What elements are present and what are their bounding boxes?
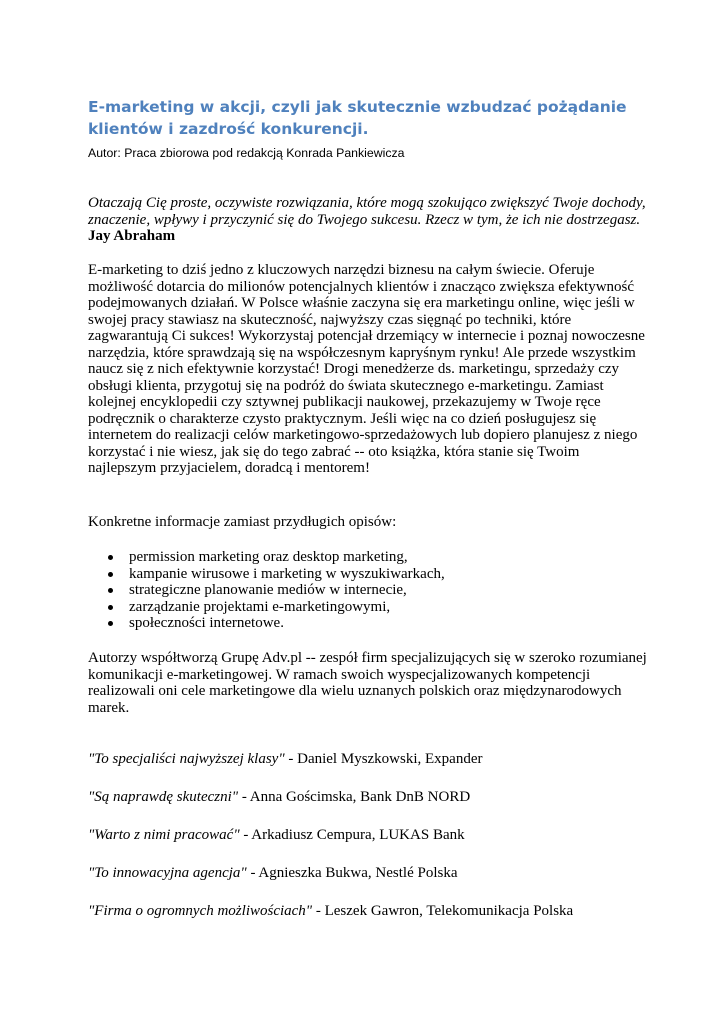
testimonial (88, 789, 573, 827)
testimonial (88, 827, 573, 865)
list-item-text: kampanie wirusowe i marketing w wyszukiwarkach, (129, 565, 445, 582)
testimonial-quote: "Firma o ogromnych możliwościach" (88, 903, 313, 919)
features-heading: Konkretne informacje zamiast przydługich opisów: (88, 514, 397, 530)
bullet-icon (108, 621, 113, 626)
testimonial-quote: "Warto z nimi pracować" (88, 827, 240, 843)
testimonial-source: - Daniel Myszkowski, Expander (284, 751, 483, 767)
page-title: E-marketing w akcji, czyli jak skutecznie wzbudzać pożądanie klientów i zazdrość konkurencji. (88, 98, 627, 138)
testimonial-quote: "To innowacyjna agencja" (88, 865, 247, 881)
quote-author: Jay Abraham (88, 228, 176, 244)
bullet-icon (108, 588, 113, 593)
testimonials-list (88, 751, 573, 941)
testimonial-source: - Leszek Gawron, Telekomunikacja Polska (312, 903, 574, 919)
list-item (88, 582, 445, 599)
list-item-text: zarządzanie projektami e-marketingowymi, (129, 598, 391, 615)
bullet-icon (108, 572, 113, 577)
list-item (88, 615, 445, 632)
intro-paragraph: E-marketing to dziś jedno z kluczowych narzędzi biznesu na całym świecie. Oferuje możliwość dotarcia do milionów potencjalnych klientów i znacząco zwiększa efektywność podejmowanych działań. W Polsce właśnie zaczyna się era marketingu online, więc jeśli w swojej pracy stawiasz na skuteczność, najwyższy czas sięgnąć po techniki, które zagwarantują Ci sukces! Wykorzystaj potencjał drzemiący w internecie i poznaj nowoczesne narzędzia, które sprawdzają się na współczesnym kapryśnym rynku! Ale przede wszystkim naucz się z nich efektywnie korzystać! Drogi menedżerze ds. marketingu, sprzedaży czy obsługi klienta, przygotuj się na podróż do świata skutecznego e-marketingu. Zamiast kolejnej encyklopedii czy sztywnej publikacji naukowej, przekazujemy w Twoje ręce podręcznik o charakterze czysto praktycznym. Jeśli więc na co dzień posługujesz się internetem do realizacji celów marketingowo-sprzedażowych lub dopiero planujesz z niego korzystać i nie wiesz, jak się do tego zabrać -- oto książka, która stanie się Twoim najlepszym przyjacielem, doradcą i mentorem! (88, 262, 645, 476)
testimonial (88, 903, 573, 941)
testimonial (88, 751, 573, 789)
author-line: Autor: Praca zbiorowa pod redakcją Konrada Pankiewicza (88, 146, 405, 160)
list-item (88, 599, 445, 616)
list-item (88, 549, 445, 566)
quote-text: Otaczają Cię proste, oczywiste rozwiązania, które mogą szokująco zwiększyć Twoje dochody, znaczenie, wpływy i przyczynić się do Twojego sukcesu. Rzecz w tym, że ich nie dostrzegasz. (88, 195, 646, 228)
testimonial-source: - Agnieszka Bukwa, Nestlé Polska (246, 865, 458, 881)
testimonial-quote: "To specjaliści najwyższej klasy" (88, 751, 285, 767)
features-list (88, 549, 445, 632)
testimonial-quote: "Są naprawdę skuteczni" (88, 789, 239, 805)
testimonial-source: - Arkadiusz Cempura, LUKAS Bank (239, 827, 465, 843)
testimonial (88, 865, 573, 903)
epigraph-quote (88, 195, 648, 245)
list-item (88, 566, 445, 583)
list-item-text: społeczności internetowe. (129, 615, 284, 631)
list-item-text: strategiczne planowanie mediów w internecie, (129, 582, 407, 598)
list-item-text: permission marketing oraz desktop marketing, (129, 549, 408, 565)
bullet-icon (108, 555, 113, 560)
bullet-icon (108, 605, 113, 610)
authors-paragraph: Autorzy współtworzą Grupę Adv.pl -- zespół firm specjalizujących się w szeroko rozumianej komunikacji e-marketingowej. W ramach swoich wyspecjalizowanych kompetencji realizowali oni cele marketingowe dla wielu uznanych polskich oraz międzynarodowych marek. (88, 650, 647, 716)
testimonial-source: - Anna Gościmska, Bank DnB NORD (238, 789, 471, 805)
